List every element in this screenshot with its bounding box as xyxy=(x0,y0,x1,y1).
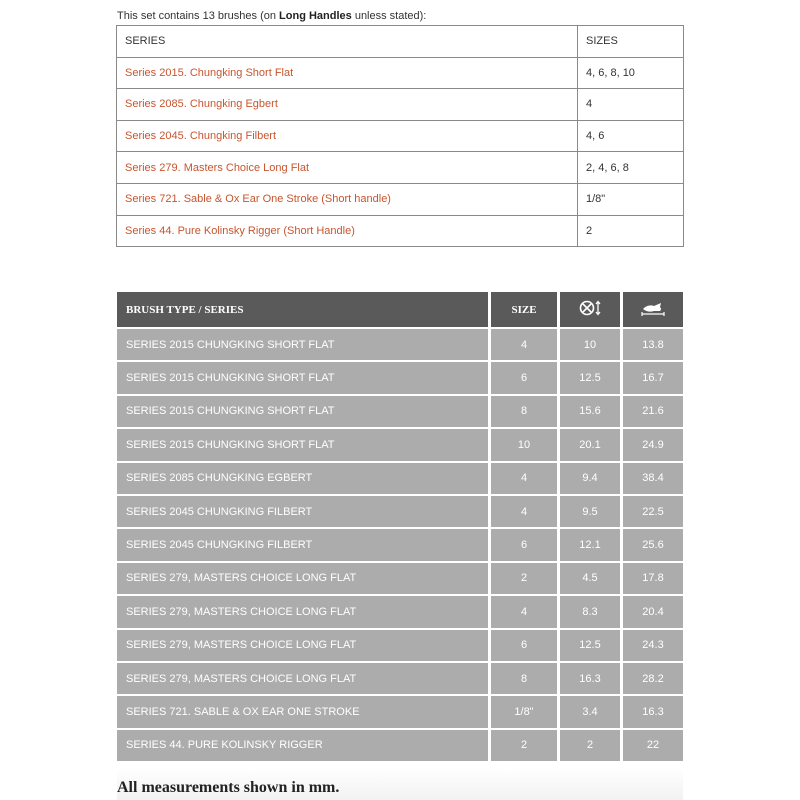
sizes-cell: 4, 6, 8, 10 xyxy=(578,57,684,89)
measurement-row xyxy=(117,527,683,560)
header-length xyxy=(620,292,683,327)
brush-length: 38.4 xyxy=(620,461,683,494)
measurement-row xyxy=(117,594,683,627)
brush-length: 20.4 xyxy=(620,594,683,627)
brush-width: 8.3 xyxy=(557,594,620,627)
brush-width: 12.1 xyxy=(557,527,620,560)
header-brush-type: BRUSH TYPE / SERIES xyxy=(117,292,488,327)
measurement-row xyxy=(117,628,683,661)
brush-width: 10 xyxy=(557,327,620,360)
brush-size: 1/8" xyxy=(488,694,557,727)
brush-series: SERIES 2045 CHUNGKING FILBERT xyxy=(117,494,488,527)
sizes-cell: 1/8" xyxy=(578,183,684,215)
measurement-row xyxy=(117,394,683,427)
brush-series: SERIES 279, MASTERS CHOICE LONG FLAT xyxy=(117,561,488,594)
brush-size: 4 xyxy=(488,461,557,494)
brush-series: SERIES 721. SABLE & OX EAR ONE STROKE xyxy=(117,694,488,727)
brush-width: 20.1 xyxy=(557,427,620,460)
measurement-row xyxy=(117,661,683,694)
brush-series: SERIES 279, MASTERS CHOICE LONG FLAT xyxy=(117,661,488,694)
brush-size: 2 xyxy=(488,561,557,594)
sizes-cell: 4 xyxy=(578,89,684,121)
set-table-header xyxy=(117,26,684,58)
measurement-row xyxy=(117,360,683,393)
series-link[interactable]: Series 721. Sable & Ox Ear One Stroke (Short handle) xyxy=(117,183,578,215)
brush-length: 16.7 xyxy=(620,360,683,393)
header-width xyxy=(557,292,620,327)
brush-series: SERIES 279, MASTERS CHOICE LONG FLAT xyxy=(117,594,488,627)
brush-width: 16.3 xyxy=(557,661,620,694)
intro-bold: Long Handles xyxy=(279,10,352,22)
brush-length: 24.9 xyxy=(620,427,683,460)
series-link[interactable]: Series 44. Pure Kolinsky Rigger (Short Handle) xyxy=(117,215,578,247)
brush-series: SERIES 2015 CHUNGKING SHORT FLAT xyxy=(117,327,488,360)
hair-length-icon xyxy=(640,299,666,317)
header-series: SERIES xyxy=(117,26,578,58)
brush-size: 4 xyxy=(488,594,557,627)
brush-width: 15.6 xyxy=(557,394,620,427)
brush-width: 2 xyxy=(557,728,620,761)
set-table-row xyxy=(117,120,684,152)
set-table-row xyxy=(117,215,684,247)
measurement-row xyxy=(117,728,683,761)
brush-width-icon xyxy=(578,298,602,318)
brush-length: 24.3 xyxy=(620,628,683,661)
brush-width: 3.4 xyxy=(557,694,620,727)
sizes-cell: 4, 6 xyxy=(578,120,684,152)
series-link[interactable]: Series 2015. Chungking Short Flat xyxy=(117,57,578,89)
brush-length: 21.6 xyxy=(620,394,683,427)
series-link[interactable]: Series 2085. Chungking Egbert xyxy=(117,89,578,121)
brush-series: SERIES 2085 CHUNGKING EGBERT xyxy=(117,461,488,494)
brush-width: 9.4 xyxy=(557,461,620,494)
brush-size: 4 xyxy=(488,327,557,360)
measurement-row xyxy=(117,494,683,527)
brush-size: 6 xyxy=(488,628,557,661)
brush-size: 6 xyxy=(488,360,557,393)
brush-set-table xyxy=(116,25,684,247)
brush-series: SERIES 2015 CHUNGKING SHORT FLAT xyxy=(117,394,488,427)
series-link[interactable]: Series 2045. Chungking Filbert xyxy=(117,120,578,152)
brush-width: 4.5 xyxy=(557,561,620,594)
measurement-note: All measurements shown in mm. xyxy=(117,779,340,796)
header-sizes: SIZES xyxy=(578,26,684,58)
set-table-row xyxy=(117,183,684,215)
measurement-row xyxy=(117,561,683,594)
set-table-row xyxy=(117,152,684,184)
sizes-cell: 2, 4, 6, 8 xyxy=(578,152,684,184)
intro-text: This set contains 13 brushes (on Long Handles unless stated): xyxy=(117,10,427,22)
measurement-row xyxy=(117,327,683,360)
brush-width: 12.5 xyxy=(557,360,620,393)
brush-series: SERIES 2045 CHUNGKING FILBERT xyxy=(117,527,488,560)
measurement-row xyxy=(117,694,683,727)
brush-size: 6 xyxy=(488,527,557,560)
brush-series: SERIES 279, MASTERS CHOICE LONG FLAT xyxy=(117,628,488,661)
measurement-row xyxy=(117,461,683,494)
brush-size: 2 xyxy=(488,728,557,761)
measurement-row xyxy=(117,427,683,460)
series-link[interactable]: Series 279. Masters Choice Long Flat xyxy=(117,152,578,184)
brush-series: SERIES 44. PURE KOLINSKY RIGGER xyxy=(117,728,488,761)
measurement-header-row xyxy=(117,292,683,327)
brush-length: 13.8 xyxy=(620,327,683,360)
brush-length: 22 xyxy=(620,728,683,761)
set-table-row xyxy=(117,57,684,89)
brush-series: SERIES 2015 CHUNGKING SHORT FLAT xyxy=(117,360,488,393)
brush-length: 16.3 xyxy=(620,694,683,727)
brush-size: 8 xyxy=(488,661,557,694)
header-size: SIZE xyxy=(488,292,557,327)
brush-width: 12.5 xyxy=(557,628,620,661)
set-table-row xyxy=(117,89,684,121)
measurement-table xyxy=(117,292,683,761)
brush-length: 17.8 xyxy=(620,561,683,594)
sizes-cell: 2 xyxy=(578,215,684,247)
brush-size: 8 xyxy=(488,394,557,427)
brush-length: 25.6 xyxy=(620,527,683,560)
brush-width: 9.5 xyxy=(557,494,620,527)
brush-size: 4 xyxy=(488,494,557,527)
brush-length: 28.2 xyxy=(620,661,683,694)
brush-length: 22.5 xyxy=(620,494,683,527)
brush-series: SERIES 2015 CHUNGKING SHORT FLAT xyxy=(117,427,488,460)
brush-size: 10 xyxy=(488,427,557,460)
